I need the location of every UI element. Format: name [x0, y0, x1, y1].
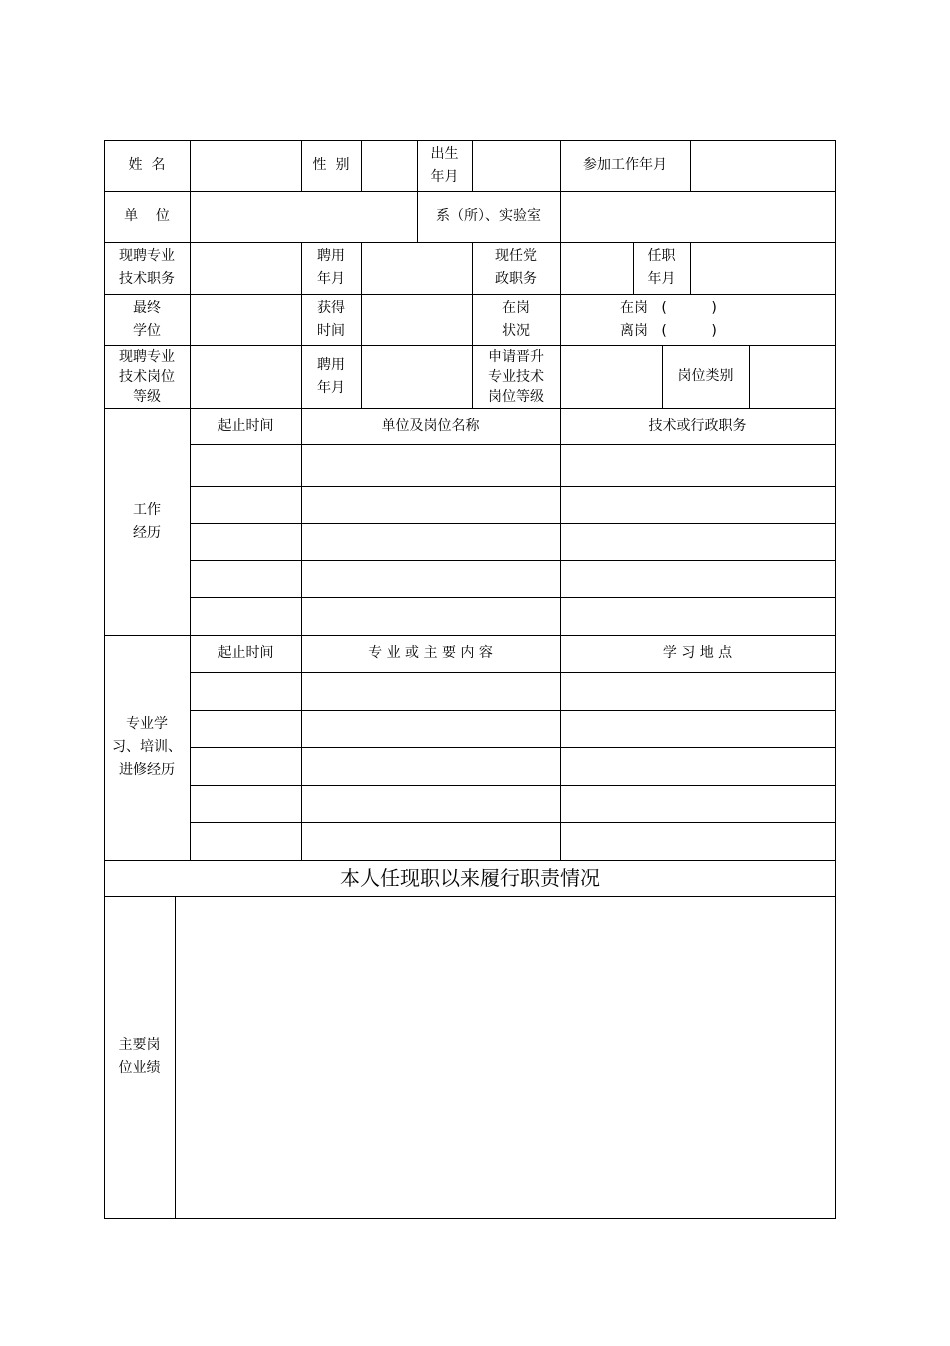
gender-field[interactable]	[362, 141, 417, 191]
work-col-time-header: 起止时间	[217, 417, 274, 434]
birth-label: 出生 年月	[430, 145, 459, 185]
study-col-place-header: 学 习 地 点	[662, 645, 733, 661]
study-col-time-header: 起止时间	[217, 645, 274, 661]
work-col-unit-header: 单位及岗位名称	[381, 417, 480, 434]
work-col-title-header: 技术或行政职务	[648, 417, 747, 434]
col-divider	[301, 408, 302, 860]
name-label: 姓 名	[128, 157, 166, 173]
work-row-divider	[190, 560, 836, 561]
status-options[interactable]	[620, 294, 770, 345]
name-field[interactable]	[191, 141, 301, 191]
off-duty-option[interactable]: 离岗 ( )	[620, 322, 717, 339]
party-post-field[interactable]	[561, 243, 633, 294]
study-row-divider	[190, 822, 836, 823]
post-level-field[interactable]	[191, 346, 301, 408]
study-col-content-header: 专 业 或 主 要 内 容	[368, 645, 493, 661]
hire-date2-field[interactable]	[362, 346, 472, 408]
current-title-label: 现聘专业 技术职务	[119, 248, 175, 287]
work-row-divider	[190, 486, 836, 487]
post-category-field[interactable]	[750, 346, 835, 408]
hire-date-field[interactable]	[362, 243, 472, 294]
party-post-label: 现任党 政职务	[495, 248, 537, 287]
obtain-time-label: 获得 时间	[317, 299, 345, 339]
study-row-divider	[190, 710, 836, 711]
apply-level-field[interactable]	[561, 346, 662, 408]
study-row-divider	[190, 747, 836, 748]
achievement-label: 主要岗 位业绩	[118, 1037, 161, 1076]
achievement-field[interactable]	[176, 897, 835, 1218]
post-category-label: 岗位类别	[677, 368, 734, 384]
work-history-label: 工作 经历	[133, 501, 161, 541]
study-row-divider	[190, 785, 836, 786]
birth-field[interactable]	[473, 141, 560, 191]
work-row-divider	[190, 444, 836, 445]
col-divider	[560, 408, 561, 860]
study-row-divider	[190, 672, 836, 673]
obtain-time-field[interactable]	[362, 295, 472, 345]
table-border-right	[835, 140, 836, 1219]
col-divider	[190, 408, 191, 860]
dept-label: 系（所）、实验室	[436, 208, 541, 224]
work-start-label: 参加工作年月	[583, 157, 667, 173]
status-label: 在岗 状况	[502, 299, 530, 339]
unit-field[interactable]	[191, 192, 417, 242]
on-duty-option[interactable]: 在岗 ( )	[620, 299, 717, 316]
hire-date2-label: 聘用 年月	[317, 356, 345, 396]
study-history-label: 专业学 习、培训、 进修经历	[112, 716, 182, 778]
unit-label: 单 位	[124, 208, 170, 224]
degree-field[interactable]	[191, 295, 301, 345]
work-row-divider	[190, 523, 836, 524]
apply-level-label: 申请晋升 专业技术 岗位等级	[488, 348, 544, 405]
hire-date-label: 聘用 年月	[317, 248, 345, 287]
work-row-divider	[190, 597, 836, 598]
dept-field[interactable]	[561, 192, 835, 242]
current-title-field[interactable]	[191, 243, 301, 294]
appoint-date-field[interactable]	[691, 243, 835, 294]
duties-title: 本人任现职以来履行职责情况	[340, 865, 600, 890]
table-border-bottom	[104, 1218, 836, 1219]
col-divider	[560, 294, 561, 345]
post-level-label: 现聘专业 技术岗位 等级	[119, 348, 175, 405]
gender-label: 性 别	[312, 157, 350, 173]
degree-label: 最终 学位	[133, 299, 161, 339]
appoint-date-label: 任职 年月	[647, 248, 676, 287]
work-start-field[interactable]	[691, 141, 835, 191]
